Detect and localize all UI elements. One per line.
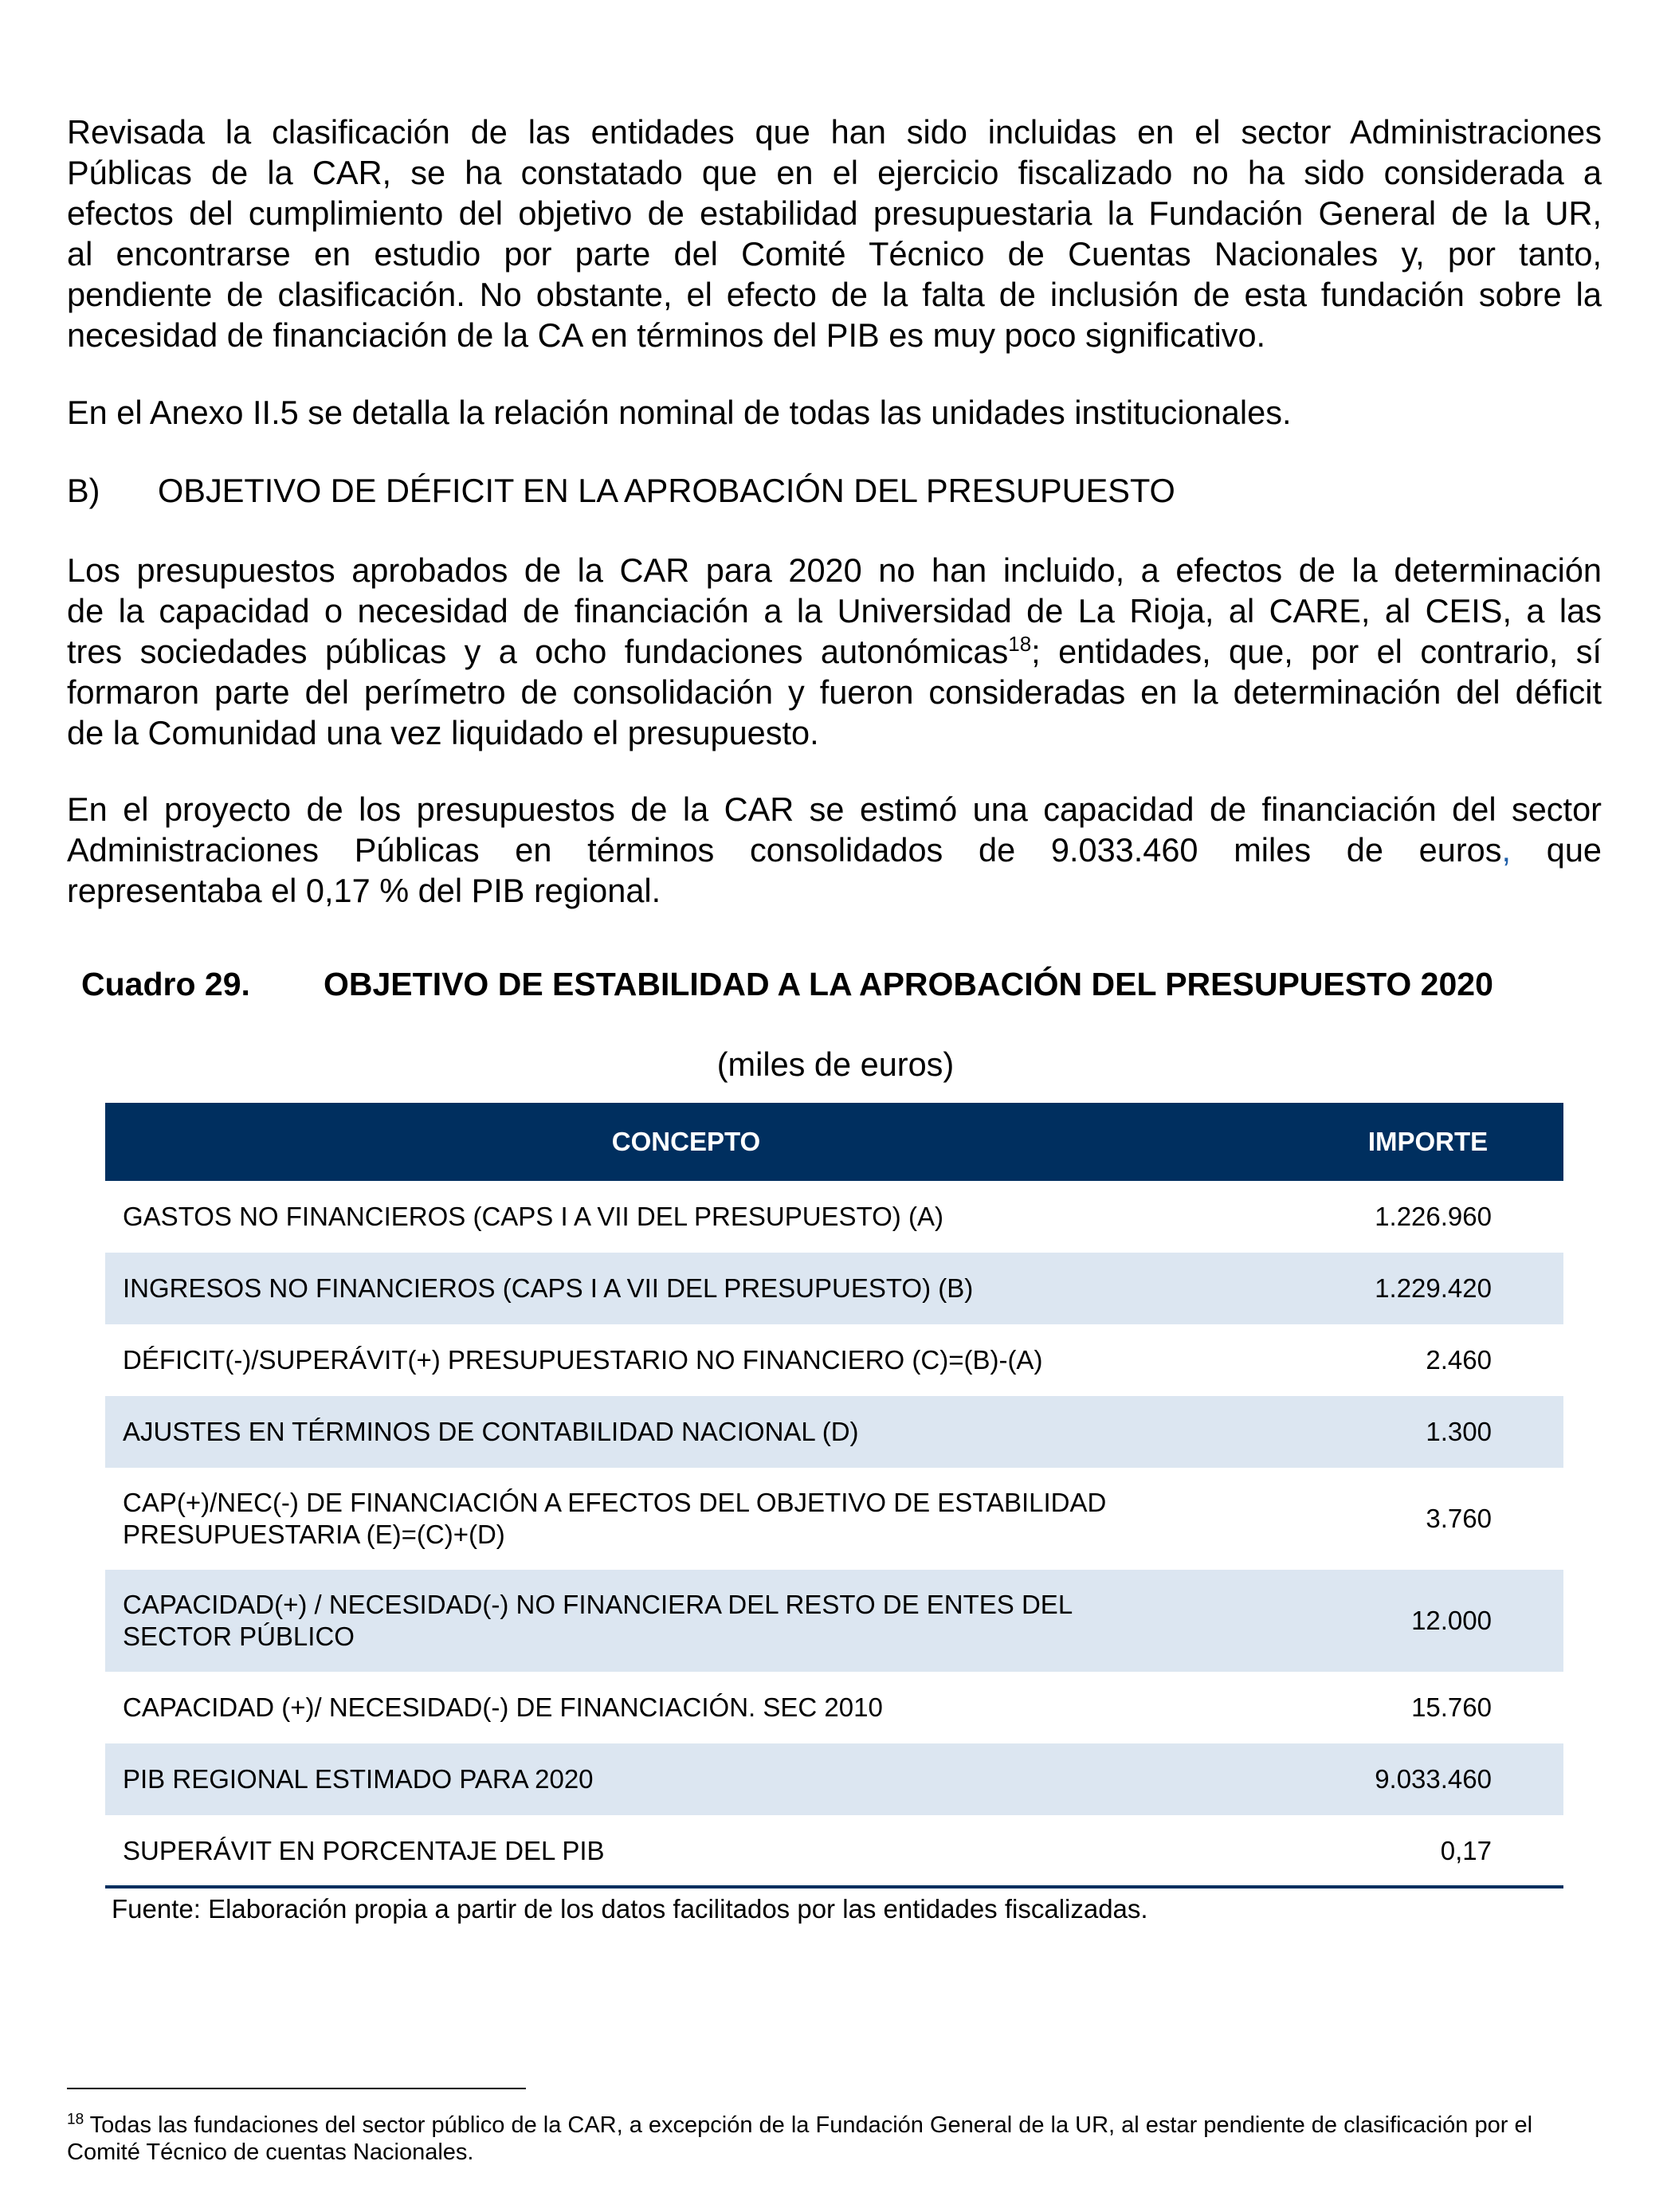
text-fragment: ; entidades, que, por el contrario, sí xyxy=(1031,633,1602,670)
footnote-divider xyxy=(67,2088,526,2089)
section-heading xyxy=(67,470,1175,511)
concept-line: CAPACIDAD(+) / NECESIDAD(-) NO FINANCIERA DEL RESTO DE ENTES DEL xyxy=(123,1590,1073,1619)
text-line: En el Anexo II.5 se detalla la relación nominal de todas las unidades institucionales. xyxy=(67,394,1292,431)
text-fragment: Administraciones Públicas en términos consolidados de 9.033.460 miles de euros xyxy=(67,831,1502,869)
paragraph-classification xyxy=(67,112,1602,355)
table-bottom-rule xyxy=(105,1885,1563,1888)
text-line xyxy=(67,631,1602,672)
text-line: pendiente de clasificación. No obstante, el efecto de la falta de inclusión de esta fundación sobre la xyxy=(67,276,1602,313)
text-line xyxy=(67,830,1602,870)
paragraph-budgets xyxy=(67,550,1602,753)
footnote-text: Todas las fundaciones del sector público de la CAR, a excepción de la Fundación General de la UR, al estar pendiente de clasificación por el Comité Técnico de cuentas Nacionales. xyxy=(67,2112,1533,2165)
section-letter: B) xyxy=(67,472,100,509)
text-fragment: que xyxy=(1511,831,1602,869)
column-header-concept: CONCEPTO xyxy=(611,1127,761,1156)
row-amount: 2.460 xyxy=(1426,1345,1492,1375)
table-row xyxy=(105,1253,1563,1324)
text-line: al encontrarse en estudio por parte del Comité Técnico de Cuentas Nacionales y, por tanto, xyxy=(67,235,1602,273)
row-concept: AJUSTES EN TÉRMINOS DE CONTABILIDAD NACIONAL (D) xyxy=(123,1417,859,1446)
text-line: En el proyecto de los presupuestos de la CAR se estimó una capacidad de financiación del sector xyxy=(67,790,1602,828)
row-amount: 1.229.420 xyxy=(1375,1273,1492,1303)
table-row xyxy=(105,1672,1563,1743)
text-line: Públicas de la CAR, se ha constatado que en el ejercicio fiscalizado no ha sido considerada a xyxy=(67,154,1602,191)
row-amount: 9.033.460 xyxy=(1375,1764,1492,1794)
text-fragment: , xyxy=(1501,831,1512,869)
text-line: Los presupuestos aprobados de la CAR para 2020 no han incluido, a efectos de la determinación xyxy=(67,551,1602,589)
text-line: de la capacidad o necesidad de financiación a la Universidad de La Rioja, al CARE, al CEIS, a las xyxy=(67,592,1602,629)
stability-table xyxy=(105,1103,1563,1888)
table-number: Cuadro 29. xyxy=(81,966,250,1002)
row-concept: SUPERÁVIT EN PORCENTAJE DEL PIB xyxy=(123,1836,605,1865)
paragraph-project xyxy=(67,789,1602,911)
table-units: (miles de euros) xyxy=(716,1045,955,1083)
text-line: necesidad de financiación de la CA en términos del PIB es muy poco significativo. xyxy=(67,316,1266,354)
text-line: formaron parte del perímetro de consolidación y fueron consideradas en la determinación del déficit xyxy=(67,673,1602,711)
row-amount: 0,17 xyxy=(1440,1836,1492,1865)
row-amount: 1.300 xyxy=(1426,1417,1492,1446)
table-source: Fuente: Elaboración propia a partir de los datos facilitados por las entidades fiscalizadas. xyxy=(112,1894,1148,1924)
section-title: OBJETIVO DE DÉFICIT EN LA APROBACIÓN DEL PRESUPUESTO xyxy=(158,472,1175,509)
table-row xyxy=(105,1468,1563,1570)
text-line: efectos del cumplimiento del objetivo de estabilidad presupuestaria la Fundación General de la UR, xyxy=(67,194,1602,232)
row-amount: 1.226.960 xyxy=(1375,1202,1492,1231)
row-concept xyxy=(123,1589,1254,1653)
row-amount: 15.760 xyxy=(1411,1692,1492,1722)
table-header xyxy=(105,1103,1563,1181)
text-line: representaba el 0,17 % del PIB regional. xyxy=(67,872,661,909)
row-concept: DÉFICIT(-)/SUPERÁVIT(+) PRESUPUESTARIO NO FINANCIERO (C)=(B)-(A) xyxy=(123,1345,1043,1375)
column-header-amount: IMPORTE xyxy=(1367,1127,1489,1156)
concept-line: CAP(+)/NEC(-) DE FINANCIACIÓN A EFECTOS DEL OBJETIVO DE ESTABILIDAD xyxy=(123,1488,1107,1517)
table-row xyxy=(105,1815,1563,1885)
row-concept: CAPACIDAD (+)/ NECESIDAD(-) DE FINANCIACIÓN. SEC 2010 xyxy=(123,1692,883,1722)
table-title: OBJETIVO DE ESTABILIDAD A LA APROBACIÓN DEL PRESUPUESTO 2020 xyxy=(324,966,1493,1002)
text-fragment: tres sociedades públicas y a ocho fundaciones autonómicas xyxy=(67,633,1009,670)
footnote-reference[interactable]: 18 xyxy=(1008,632,1032,657)
row-amount: 12.000 xyxy=(1411,1606,1492,1635)
text-line: de la Comunidad una vez liquidado el presupuesto. xyxy=(67,714,819,751)
row-concept: GASTOS NO FINANCIEROS (CAPS I A VII DEL PRESUPUESTO) (A) xyxy=(123,1202,943,1231)
row-concept: INGRESOS NO FINANCIEROS (CAPS I A VII DEL PRESUPUESTO) (B) xyxy=(123,1273,974,1303)
row-concept: PIB REGIONAL ESTIMADO PARA 2020 xyxy=(123,1764,594,1794)
row-amount: 3.760 xyxy=(1426,1504,1492,1533)
table-row xyxy=(105,1181,1563,1253)
table-row xyxy=(105,1324,1563,1396)
text-line: Revisada la clasificación de las entidades que han sido incluidas en el sector Administraciones xyxy=(67,113,1602,151)
concept-line: SECTOR PÚBLICO xyxy=(123,1622,355,1651)
table-row xyxy=(105,1570,1563,1672)
table-row xyxy=(105,1396,1563,1468)
concept-line: PRESUPUESTARIA (E)=(C)+(D) xyxy=(123,1520,505,1549)
table-caption xyxy=(81,964,1493,1005)
table-row xyxy=(105,1743,1563,1815)
row-concept xyxy=(123,1487,1254,1551)
footnote xyxy=(67,2112,1602,2166)
paragraph-annex xyxy=(67,392,1602,433)
footnote-number: 18 xyxy=(67,2111,84,2128)
